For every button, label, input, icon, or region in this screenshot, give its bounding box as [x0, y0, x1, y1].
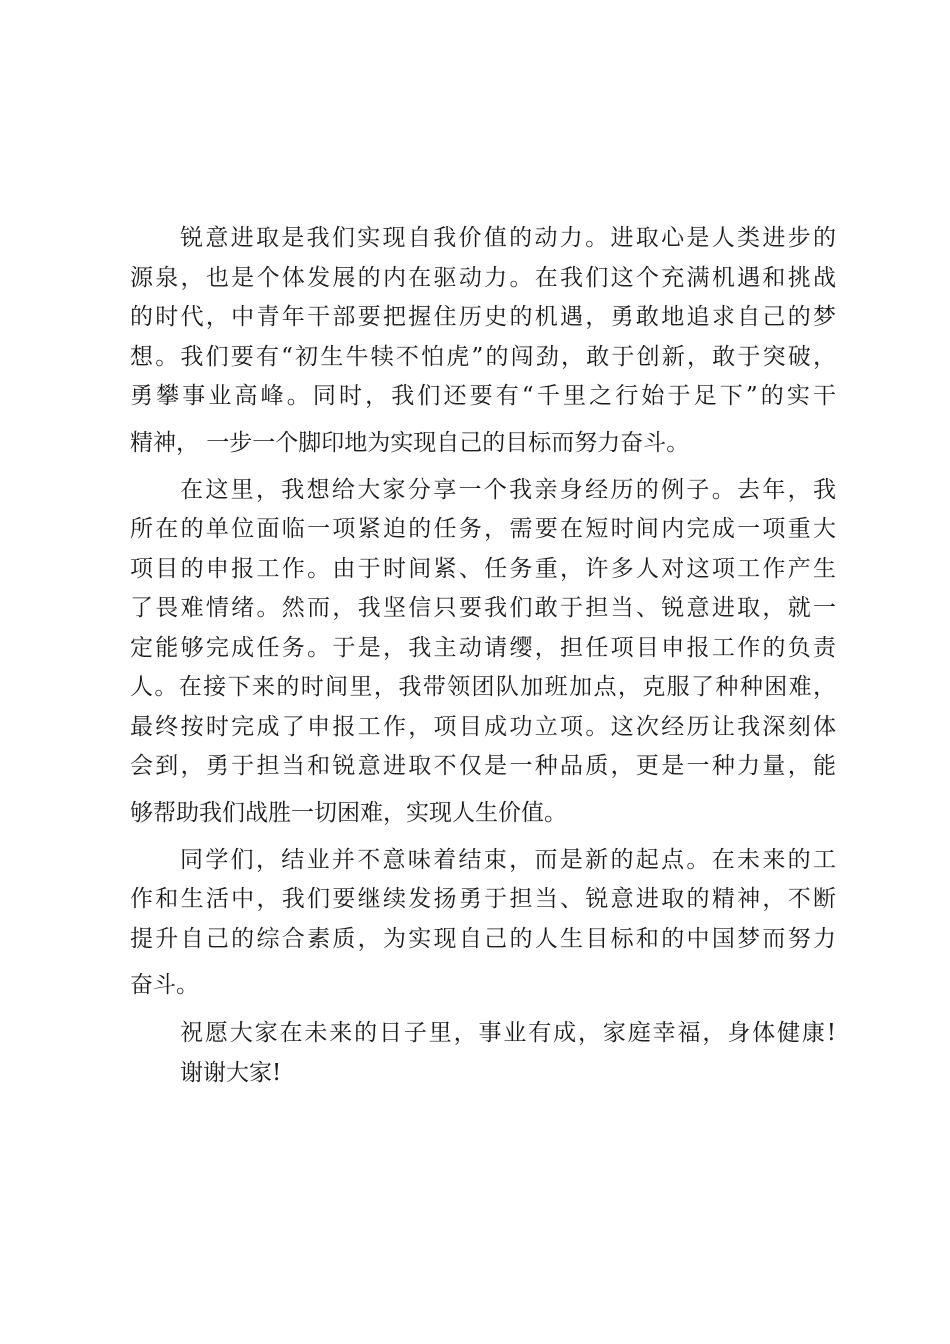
paragraph-2-line-5: 定能够完成任务。于是，我主动请缨，担任项目申报工作的负责: [130, 635, 836, 661]
paragraph-1-line-3: 的时代，中青年干部要把握住历史的机遇，勇敢地追求自己的梦: [130, 304, 836, 330]
paragraph-1-line-6: 精神， 一步一个脚印地为实现自己的目标而努力奋斗。: [130, 430, 690, 456]
paragraph-3-line-3: 提升自己的综合素质，为实现自己的人生目标和的中国梦而努力: [130, 926, 836, 952]
paragraph-5-line-1: 谢谢大家!: [180, 1060, 282, 1086]
paragraph-2-line-1: 在这里，我想给大家分享一个我亲身经历的例子。去年，我: [180, 477, 836, 503]
paragraph-2-line-8: 会到，勇于担当和锐意进取不仅是一种品质，更是一种力量，能: [130, 753, 836, 779]
paragraph-3-line-2: 作和生活中，我们要继续发扬勇于担当、锐意进取的精神，不断: [130, 886, 836, 912]
paragraph-2-line-2: 所在的单位面临一项紧迫的任务，需要在短时间内完成一项重大: [130, 516, 836, 542]
paragraph-1-line-4: 想。我们要有“初生牛犊不怕虎”的闯劲，敢于创新，敢于突破，: [130, 344, 836, 370]
paragraph-2-line-3: 项目的申报工作。由于时间紧、任务重，许多人对这项工作产生: [130, 556, 836, 582]
paragraph-1-line-1: 锐意进取是我们实现自我价值的动力。进取心是人类进步的: [180, 225, 836, 251]
paragraph-1-line-2: 源泉，也是个体发展的内在驱动力。在我们这个充满机遇和挑战: [130, 265, 836, 291]
paragraph-2-line-7: 最终按时完成了申报工作，项目成功立项。这次经历让我深刻体: [130, 714, 836, 740]
paragraph-1-line-5: 勇攀事业高峰。同时，我们还要有“千里之行始于足下”的实干: [130, 383, 836, 409]
paragraph-3-line-4: 奋斗。: [130, 972, 199, 998]
paragraph-2-line-4: 了畏难情绪。然而，我坚信只要我们敢于担当、锐意进取，就一: [130, 595, 836, 621]
paragraph-2-line-9: 够帮助我们战胜一切困难，实现人生价值。: [130, 800, 567, 826]
paragraph-3-line-1: 同学们，结业并不意味着结束，而是新的起点。在未来的工: [180, 847, 836, 873]
paragraph-2-line-6: 人。在接下来的时间里，我带领团队加班加点，克服了种种困难，: [130, 674, 836, 700]
paragraph-4-line-1: 祝愿大家在未来的日子里，事业有成，家庭幸福，身体健康!: [180, 1020, 836, 1046]
